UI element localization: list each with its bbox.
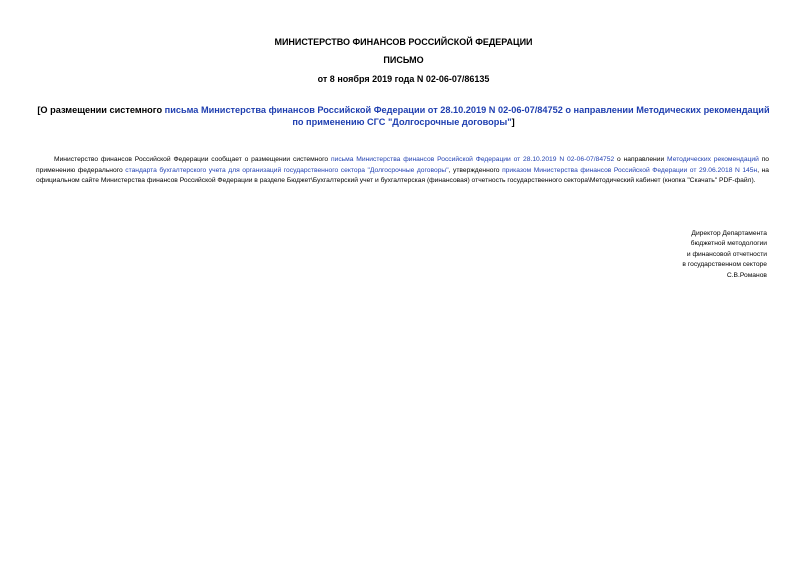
document-date-number: от 8 ноября 2019 года N 02-06-07/86135 xyxy=(317,74,490,84)
body-text-1: Министерство финансов Российской Федерации сообщает о размещении системного xyxy=(54,156,331,163)
subject-letter-link[interactable]: письма Министерства финансов Российской Федерации от 28.10.2019 N 02-06-07/84752 о направлении Методических рекомендаций по применению СГС "Долгосрочные договоры" xyxy=(164,105,770,127)
body-paragraph xyxy=(36,155,769,187)
body-letter-link[interactable]: письма Министерства финансов Российской Федерации от 28.10.2019 N 02-06-07/84752 xyxy=(330,156,615,163)
body-text-2: о направлении xyxy=(614,156,668,163)
subject-close-text: ] xyxy=(511,117,515,127)
signature-line-1: Директор Департамента xyxy=(691,230,767,237)
document-type: ПИСЬМО xyxy=(383,55,424,65)
signature-line-4: в государственном секторе xyxy=(682,261,767,269)
body-text-3: по применению федерального xyxy=(36,156,770,174)
document-subject xyxy=(36,104,771,128)
signature-block xyxy=(682,229,767,281)
body-standard-link[interactable]: стандарта бухгалтерского учета для организаций государственного сектора "Долгосрочные договоры" xyxy=(125,166,449,174)
ministry-heading: МИНИСТЕРСТВО ФИНАНСОВ РОССИЙСКОЙ ФЕДЕРАЦИИ xyxy=(274,37,533,47)
signature-name: С.В.Романов xyxy=(726,271,767,279)
signature-line-3: и финансовой отчетности xyxy=(686,250,767,258)
body-recommendations-link[interactable]: Методических рекомендаций xyxy=(667,156,759,163)
subject-open-text: [О размещении системного xyxy=(37,105,165,115)
body-text-5: , на официальном сайте Министерства финансов Российской Федерации в разделе Бюджет\Бухгалтерский учет и бухгалтерская (финансовая) отчетность государственного сектора\Методический кабинет (кнопка "Скачать" PDF-файл). xyxy=(36,166,769,185)
signature-line-2: бюджетной методологии xyxy=(690,240,767,248)
body-text-4: , утвержденного xyxy=(448,166,503,174)
body-order-link[interactable]: приказом Министерства финансов Российской Федерации от 29.06.2018 N 145н xyxy=(502,166,758,174)
